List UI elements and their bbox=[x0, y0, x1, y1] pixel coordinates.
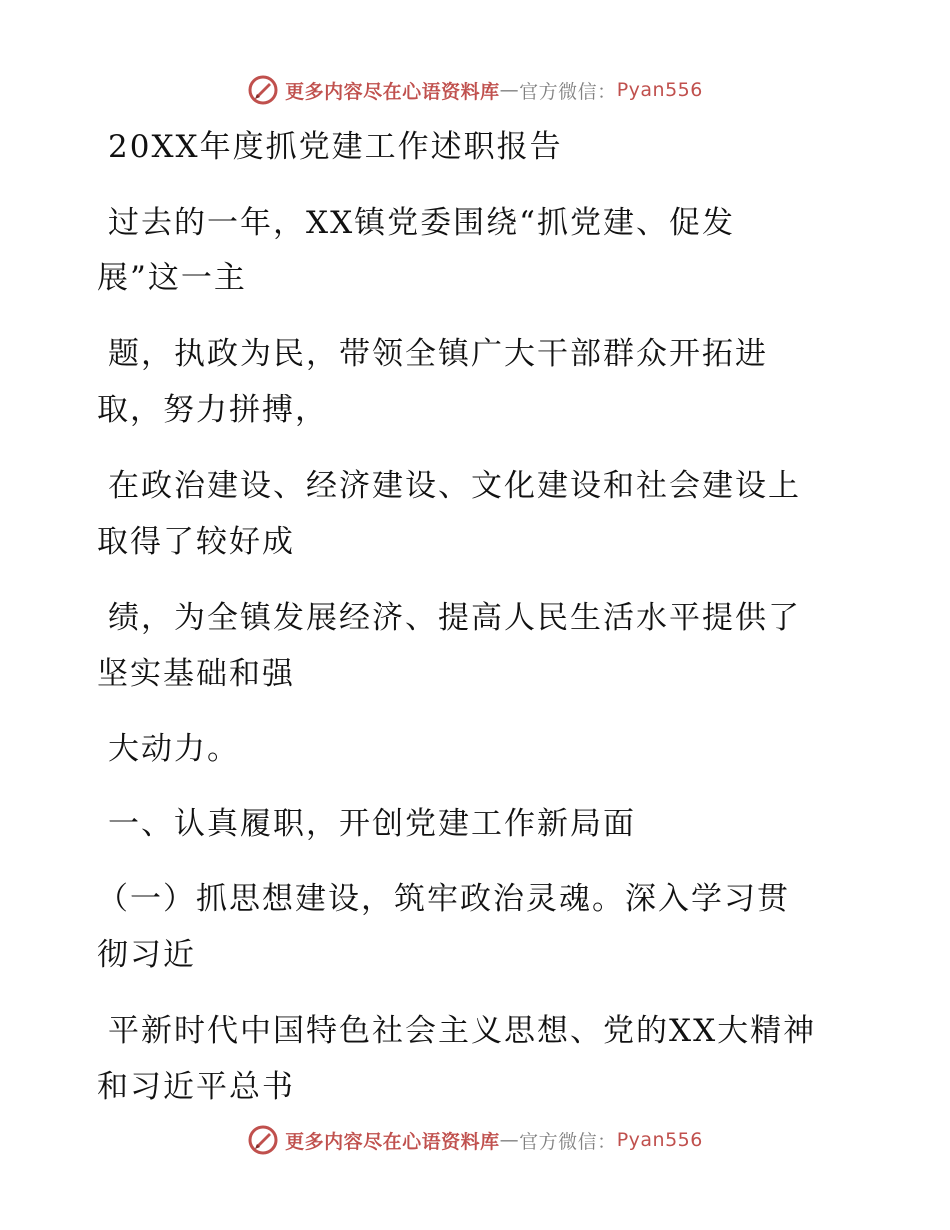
body-line: 彻习近 bbox=[97, 937, 196, 973]
watermark-sub-text: 官方微信： bbox=[519, 1130, 617, 1153]
body-line: 展”这一主 bbox=[97, 260, 247, 296]
watermark-dash: — bbox=[499, 1129, 520, 1151]
logo-icon bbox=[247, 1124, 279, 1156]
body-line: 题，执政为民，带领全镇广大干部群众开拓进 bbox=[108, 336, 768, 372]
body-line: 取得了较好成 bbox=[97, 524, 295, 560]
body-line: 取，努力拼搏， bbox=[97, 392, 328, 428]
body-line: 在政治建设、经济建设、文化建设和社会建设上 bbox=[108, 468, 801, 504]
body-line: 坚实基础和强 bbox=[97, 656, 295, 692]
document-title: 20XX年度抓党建工作述职报告 bbox=[108, 129, 563, 165]
watermark-banner-bottom bbox=[0, 1120, 950, 1160]
body-line: 大动力。 bbox=[108, 731, 240, 767]
watermark-banner-top bbox=[0, 70, 950, 110]
watermark-id: Pyan556 bbox=[616, 79, 703, 101]
watermark-sub-text: 官方微信： bbox=[519, 80, 617, 103]
body-line: 绩，为全镇发展经济、提高人民生活水平提供了 bbox=[108, 600, 801, 636]
body-line: 和习近平总书 bbox=[97, 1069, 295, 1105]
watermark-main-text: 更多内容尽在心语资料库 bbox=[285, 1130, 500, 1153]
body-line: 平新时代中国特色社会主义思想、党的XX大精神 bbox=[108, 1013, 817, 1049]
body-line: 过去的一年，XX镇党委围绕“抓党建、促发 bbox=[108, 205, 735, 241]
watermark-dash: — bbox=[499, 79, 520, 101]
logo-icon bbox=[247, 74, 279, 106]
section-heading: 一、认真履职，开创党建工作新局面 bbox=[108, 806, 636, 842]
watermark-main-text: 更多内容尽在心语资料库 bbox=[285, 80, 500, 103]
watermark-id: Pyan556 bbox=[616, 1129, 703, 1151]
body-line: （一）抓思想建设，筑牢政治灵魂。深入学习贯 bbox=[97, 881, 790, 917]
